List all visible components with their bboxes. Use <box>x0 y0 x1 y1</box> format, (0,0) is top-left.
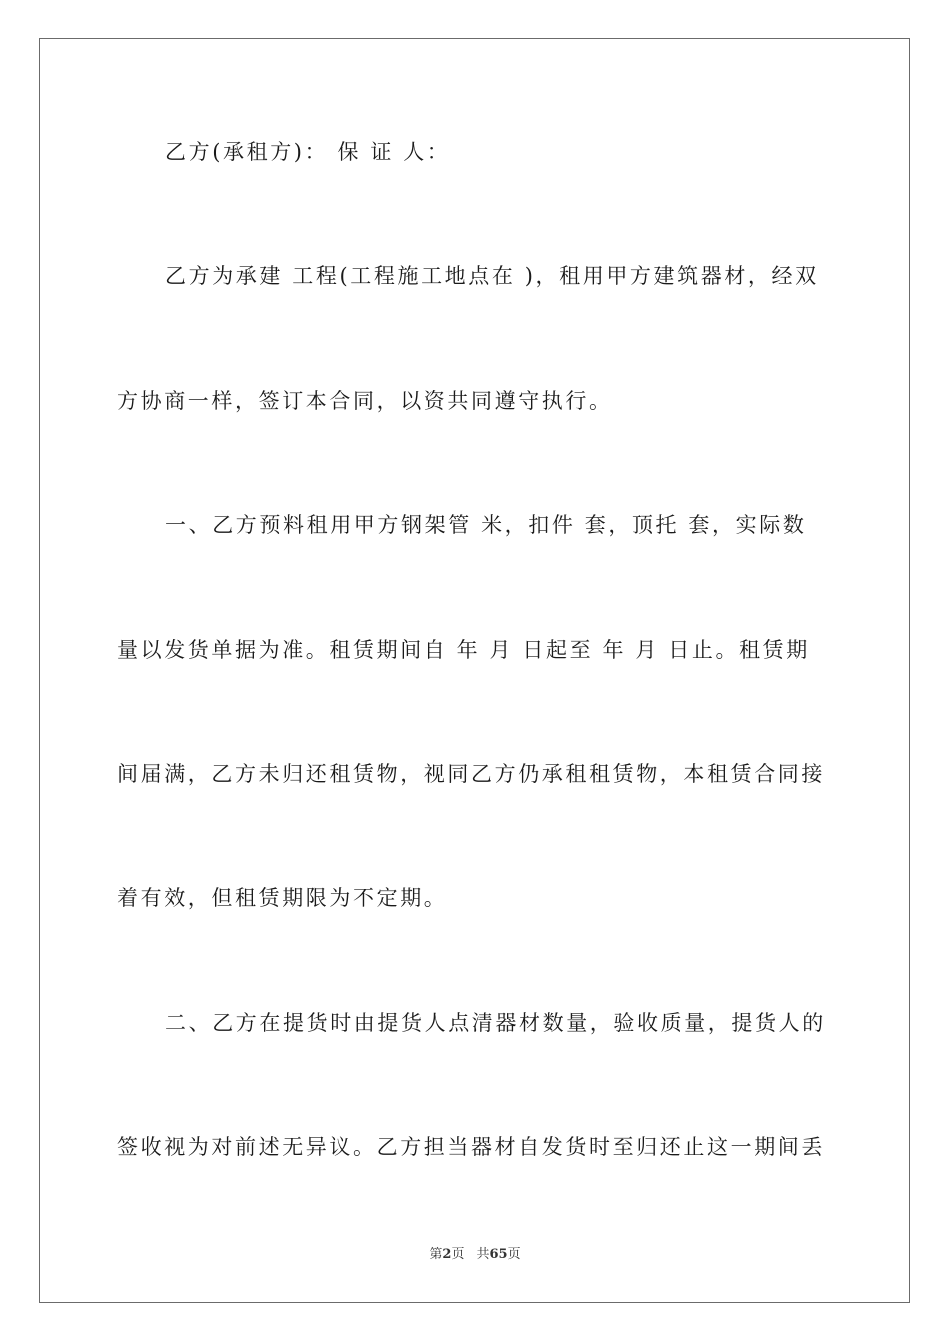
page-prefix: 第 <box>429 1247 443 1262</box>
clause-1-line-4: 着有效，但租赁期限为不定期。 <box>117 886 448 910</box>
paragraph-intro-line-1: 乙方为承建 工程(工程施工地点在 )，租用甲方建筑器材，经双 <box>165 264 819 288</box>
party-b-signature-line: 乙方(承租方)： 保 证 人： <box>165 140 451 164</box>
total-prefix: 共 <box>476 1247 490 1262</box>
page-number: 2 <box>442 1247 452 1262</box>
total-pages: 65 <box>489 1247 508 1262</box>
paragraph-intro-line-2: 方协商一样，签订本合同，以资共同遵守执行。 <box>117 389 613 413</box>
page-footer <box>0 1246 950 1264</box>
clause-1-line-1: 一、乙方预料租用甲方钢架管 米，扣件 套，顶托 套，实际数 <box>165 513 807 537</box>
clause-2-line-2: 签收视为对前述无异议。乙方担当器材自发货时至归还止这一期间丢 <box>117 1135 825 1159</box>
clause-1-line-3: 间届满，乙方未归还租赁物，视同乙方仍承租租赁物，本租赁合同接 <box>117 762 825 786</box>
total-suffix: 页 <box>507 1247 521 1262</box>
page-border <box>39 38 910 1303</box>
clause-2-line-1: 二、乙方在提货时由提货人点清器材数量，验收质量，提货人的 <box>165 1011 826 1035</box>
page-suffix: 页 <box>451 1247 465 1262</box>
clause-1-line-2: 量以发货单据为准。租赁期间自 年 月 日起至 年 月 日止。租赁期 <box>117 638 810 662</box>
